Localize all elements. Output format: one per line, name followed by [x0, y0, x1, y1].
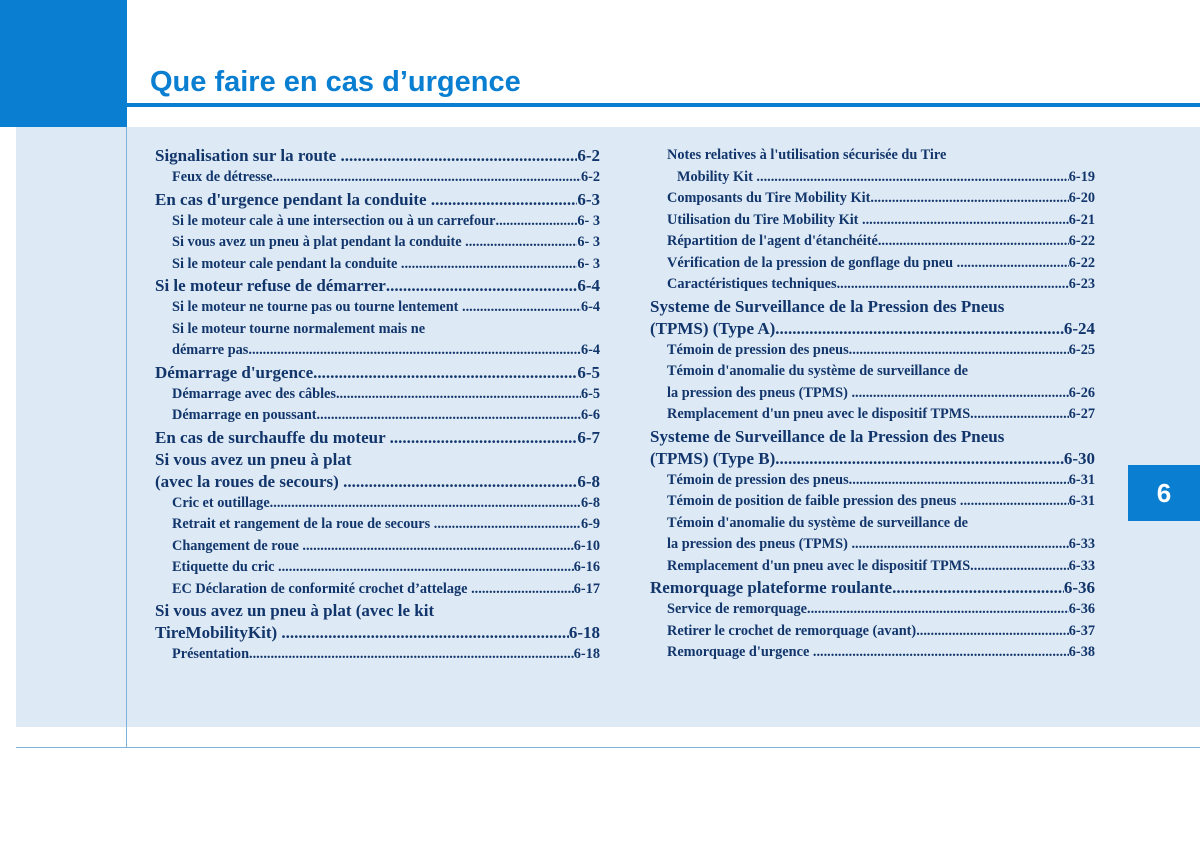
toc-page-number: 6- 3	[577, 212, 600, 229]
toc-dot-leader	[916, 621, 1069, 643]
toc-page-number: 6-24	[1063, 318, 1095, 338]
toc-dot-leader	[248, 340, 581, 362]
toc-dot-leader	[849, 470, 1069, 492]
toc-page-number: 6-21	[1068, 211, 1095, 228]
toc-entry[interactable]	[155, 362, 600, 384]
toc-dot-leader	[434, 514, 581, 536]
toc-entry	[155, 449, 600, 471]
toc-entry-label: Retrait et rangement de la roue de secours	[172, 516, 434, 532]
toc-entry-label: Si vous avez un pneu à plat (avec le kit	[155, 601, 435, 620]
toc-entry[interactable]	[650, 231, 1095, 253]
toc-entry-label: Si le moteur tourne normalement mais ne	[172, 320, 426, 337]
toc-dot-leader	[892, 577, 1064, 599]
toc-entry-label: Remplacement d'un pneu avec le dispositif TPMS	[667, 557, 971, 574]
toc-dot-leader	[851, 383, 1068, 405]
toc-entry-label: la pression des pneus (TPMS)	[667, 536, 852, 552]
toc-dot-leader	[336, 384, 581, 406]
toc-right-column	[650, 145, 1095, 664]
toc-entry-label: Mobility Kit	[677, 168, 757, 185]
toc-entry[interactable]	[650, 470, 1095, 492]
toc-entry-label: Témoin d'anomalie du système de surveillance de	[667, 514, 969, 531]
toc-dot-leader	[851, 534, 1068, 556]
toc-entry-label: la pression des pneus (TPMS)	[667, 384, 852, 401]
toc-dot-leader	[807, 599, 1069, 621]
toc-entry-label: Témoin de position de faible pression des pneus	[667, 493, 960, 509]
toc-page-number: 6-36	[1063, 578, 1095, 597]
toc-dot-leader	[878, 231, 1069, 253]
toc-entry[interactable]	[155, 384, 600, 406]
toc-page-number: 6-25	[1068, 341, 1095, 358]
toc-page-number: 6-8	[580, 494, 600, 511]
toc-dot-leader	[465, 232, 577, 254]
toc-entry-label: Caractéristiques techniques	[667, 276, 837, 292]
toc-entry[interactable]	[650, 188, 1095, 210]
toc-entry-label: En cas de surchauffe du moteur	[155, 427, 390, 447]
toc-entry	[650, 296, 1095, 318]
toc-entry-label: Remorquage d'urgence	[667, 644, 813, 660]
toc-dot-leader	[837, 274, 1069, 296]
chapter-tab-number: 6	[1156, 477, 1172, 508]
page-title: Que faire en cas d’urgence	[150, 66, 521, 98]
toc-page-number: 6-30	[1063, 448, 1095, 468]
toc-entry-label: Si le moteur ne tourne pas ou tourne lentement	[172, 299, 463, 315]
toc-entry-label: Vérification de la pression de gonflage du pneu	[667, 254, 957, 271]
toc-entry[interactable]	[650, 491, 1095, 513]
toc-page-number: 6-31	[1068, 471, 1095, 488]
toc-dot-leader	[862, 210, 1069, 232]
toc-entry-label: Notes relatives à l'utilisation sécurisée du Tire	[667, 147, 947, 163]
toc-page-number: 6-4	[580, 342, 600, 358]
toc-page-number: 6-18	[568, 623, 600, 642]
toc-page-number: 6-26	[1068, 384, 1095, 401]
toc-dot-leader	[496, 211, 578, 233]
toc-dot-leader	[775, 318, 1064, 340]
toc-entry-label: Si vous avez un pneu à plat pendant la conduite	[172, 234, 466, 250]
toc-entry-label: Feux de détresse	[172, 169, 273, 185]
toc-dot-leader	[249, 644, 574, 666]
toc-page-number: 6-10	[573, 537, 600, 554]
toc-entry-label: EC Déclaration de conformité crochet d’attelage	[172, 580, 472, 597]
toc-entry[interactable]	[155, 622, 600, 644]
corner-color-block	[0, 0, 127, 127]
title-underline	[127, 103, 1200, 107]
toc-page-number: 6-6	[580, 407, 600, 423]
toc-page-number: 6-2	[577, 146, 600, 165]
toc-entry[interactable]	[650, 404, 1095, 426]
toc-dot-leader	[462, 297, 581, 319]
toc-dot-leader	[313, 362, 577, 384]
toc-dot-leader	[960, 491, 1069, 513]
toc-entry	[650, 145, 1095, 167]
toc-dot-leader	[431, 189, 578, 211]
toc-entry[interactable]	[650, 621, 1095, 643]
toc-entry[interactable]	[155, 644, 600, 666]
toc-entry[interactable]	[155, 254, 600, 276]
toc-entry-label: Si le moteur cale pendant la conduite	[172, 255, 401, 272]
toc-page-number: 6-18	[573, 646, 600, 662]
toc-left-column	[155, 145, 600, 666]
toc-dot-leader	[281, 622, 568, 644]
toc-entry-label: Démarrage d'urgence	[155, 362, 314, 382]
toc-entry-label: Témoin de pression des pneus	[667, 471, 849, 488]
toc-entry-label: Retirer le crochet de remorquage (avant)	[667, 622, 917, 639]
toc-dot-leader	[340, 145, 577, 167]
toc-entry-label: Utilisation du Tire Mobility Kit	[667, 211, 863, 228]
toc-page-number: 6-4	[580, 299, 600, 315]
toc-entry[interactable]	[155, 232, 600, 254]
toc-entry	[155, 600, 600, 622]
toc-page-number: 6- 3	[577, 234, 600, 250]
toc-entry[interactable]	[650, 253, 1095, 275]
toc-entry-label: Signalisation sur la route	[155, 146, 341, 165]
toc-page-number: 6-17	[573, 580, 600, 597]
toc-entry-label: Répartition de l'agent d'étanchéité	[667, 233, 878, 249]
toc-page-number: 6-3	[577, 189, 600, 209]
toc-page-number: 6-23	[1068, 276, 1095, 292]
toc-page-number: 6-8	[577, 471, 600, 491]
chapter-tab[interactable]	[1128, 465, 1200, 521]
toc-entry[interactable]	[650, 599, 1095, 621]
toc-page-number: 6-7	[577, 427, 600, 447]
toc-dot-leader	[278, 557, 574, 579]
toc-entry[interactable]	[155, 579, 600, 601]
toc-page-number: 6-36	[1068, 601, 1095, 617]
toc-page-number: 6-22	[1068, 233, 1095, 249]
toc-page-number: 6-31	[1068, 493, 1095, 509]
toc-dot-leader	[401, 254, 577, 276]
toc-dot-leader	[756, 167, 1068, 189]
toc-entry-label: Changement de roue	[172, 537, 303, 554]
toc-dot-leader	[386, 275, 577, 297]
toc-dot-leader	[870, 188, 1068, 210]
toc-entry[interactable]	[650, 383, 1095, 405]
toc-page-number: 6-9	[580, 516, 600, 532]
toc-entry[interactable]	[650, 210, 1095, 232]
footer-rule	[16, 747, 1200, 748]
toc-entry[interactable]	[650, 167, 1095, 189]
toc-entry[interactable]	[650, 274, 1095, 296]
margin-vertical-line	[126, 127, 127, 748]
toc-entry-label: (avec la roues de secours)	[155, 471, 344, 491]
toc-page-number: 6- 3	[577, 255, 600, 272]
toc-page-number: 6-5	[580, 385, 600, 402]
toc-entry-label: Présentation	[172, 646, 250, 662]
toc-entry-label: Si le moteur cale à une intersection ou à un carrefour	[172, 212, 496, 229]
toc-entry-label: Remplacement d'un pneu avec le dispositif TPMS	[667, 406, 971, 422]
toc-entry-label: Remorquage plateforme roulante	[650, 578, 893, 597]
toc-dot-leader	[273, 167, 581, 189]
toc-page-number: 6-16	[573, 559, 600, 575]
toc-page-number: 6-4	[577, 276, 600, 295]
toc-entry-label: (TPMS) (Type A)	[650, 318, 776, 338]
toc-entry-label: Systeme de Surveillance de la Pression des Pneus	[650, 296, 1005, 316]
toc-entry[interactable]	[155, 145, 600, 167]
toc-entry[interactable]	[650, 534, 1095, 556]
toc-entry[interactable]	[650, 340, 1095, 362]
toc-entry[interactable]	[155, 275, 600, 297]
toc-entry-label: En cas d'urgence pendant la conduite	[155, 189, 431, 209]
toc-entry-label: Service de remorquage	[667, 601, 808, 617]
toc-entry[interactable]	[155, 427, 600, 449]
toc-entry[interactable]	[155, 189, 600, 211]
toc-dot-leader	[343, 471, 577, 493]
toc-dot-leader	[970, 404, 1069, 426]
toc-entry-label: Cric et outillage	[172, 494, 270, 511]
toc-entry[interactable]	[650, 556, 1095, 578]
toc-entry[interactable]	[155, 167, 600, 189]
toc-entry	[650, 361, 1095, 383]
toc-entry-label: Démarrage avec des câbles	[172, 385, 336, 402]
toc-entry[interactable]	[155, 340, 600, 362]
toc-entry-label: Démarrage en poussant	[172, 407, 317, 423]
toc-entry	[155, 319, 600, 341]
toc-dot-leader	[849, 340, 1069, 362]
toc-entry[interactable]	[155, 297, 600, 319]
toc-entry[interactable]	[155, 536, 600, 558]
toc-entry[interactable]	[155, 405, 600, 427]
toc-page-number: 6-20	[1068, 190, 1095, 206]
toc-dot-leader	[390, 427, 578, 449]
toc-dot-leader	[813, 642, 1069, 664]
toc-entry[interactable]	[155, 211, 600, 233]
toc-entry[interactable]	[650, 318, 1095, 340]
toc-entry-label: Etiquette du cric	[172, 559, 279, 575]
toc-page-number: 6-33	[1068, 536, 1095, 552]
toc-page-number: 6-19	[1068, 168, 1095, 185]
toc-entry[interactable]	[650, 642, 1095, 664]
toc-dot-leader	[317, 405, 581, 427]
toc-entry-label: Systeme de Surveillance de la Pression des Pneus	[650, 426, 1005, 446]
toc-entry-label: TireMobilityKit)	[155, 623, 282, 642]
toc-entry-label: Si le moteur refuse de démarrer	[155, 276, 386, 295]
toc-dot-leader	[270, 493, 581, 515]
toc-dot-leader	[970, 556, 1069, 578]
toc-dot-leader	[957, 253, 1069, 275]
toc-entry	[650, 513, 1095, 535]
toc-dot-leader	[302, 536, 573, 558]
toc-entry-label: Composants du Tire Mobility Kit	[667, 190, 871, 206]
toc-page-number: 6-2	[580, 169, 600, 185]
toc-entry-label: Témoin de pression des pneus	[667, 341, 849, 358]
toc-page-number: 6-37	[1068, 622, 1095, 639]
toc-entry-label: Témoin d'anomalie du système de surveillance de	[667, 363, 969, 379]
toc-entry[interactable]	[155, 471, 600, 493]
toc-entry-label: Si vous avez un pneu à plat	[155, 449, 352, 469]
toc-entry-label: (TPMS) (Type B)	[650, 448, 776, 468]
toc-entry	[650, 426, 1095, 448]
toc-entry-label: démarre pas	[172, 342, 249, 358]
toc-page-number: 6-5	[577, 362, 600, 382]
toc-page-number: 6-38	[1068, 644, 1095, 660]
toc-page-number: 6-27	[1068, 406, 1095, 422]
toc-entry[interactable]	[650, 448, 1095, 470]
toc-entry[interactable]	[155, 493, 600, 515]
toc-page-number: 6-22	[1068, 254, 1095, 271]
toc-dot-leader	[471, 579, 574, 601]
toc-dot-leader	[775, 448, 1064, 470]
toc-entry[interactable]	[155, 514, 600, 536]
toc-entry[interactable]	[155, 557, 600, 579]
toc-page-number: 6-33	[1068, 557, 1095, 574]
toc-entry[interactable]	[650, 577, 1095, 599]
